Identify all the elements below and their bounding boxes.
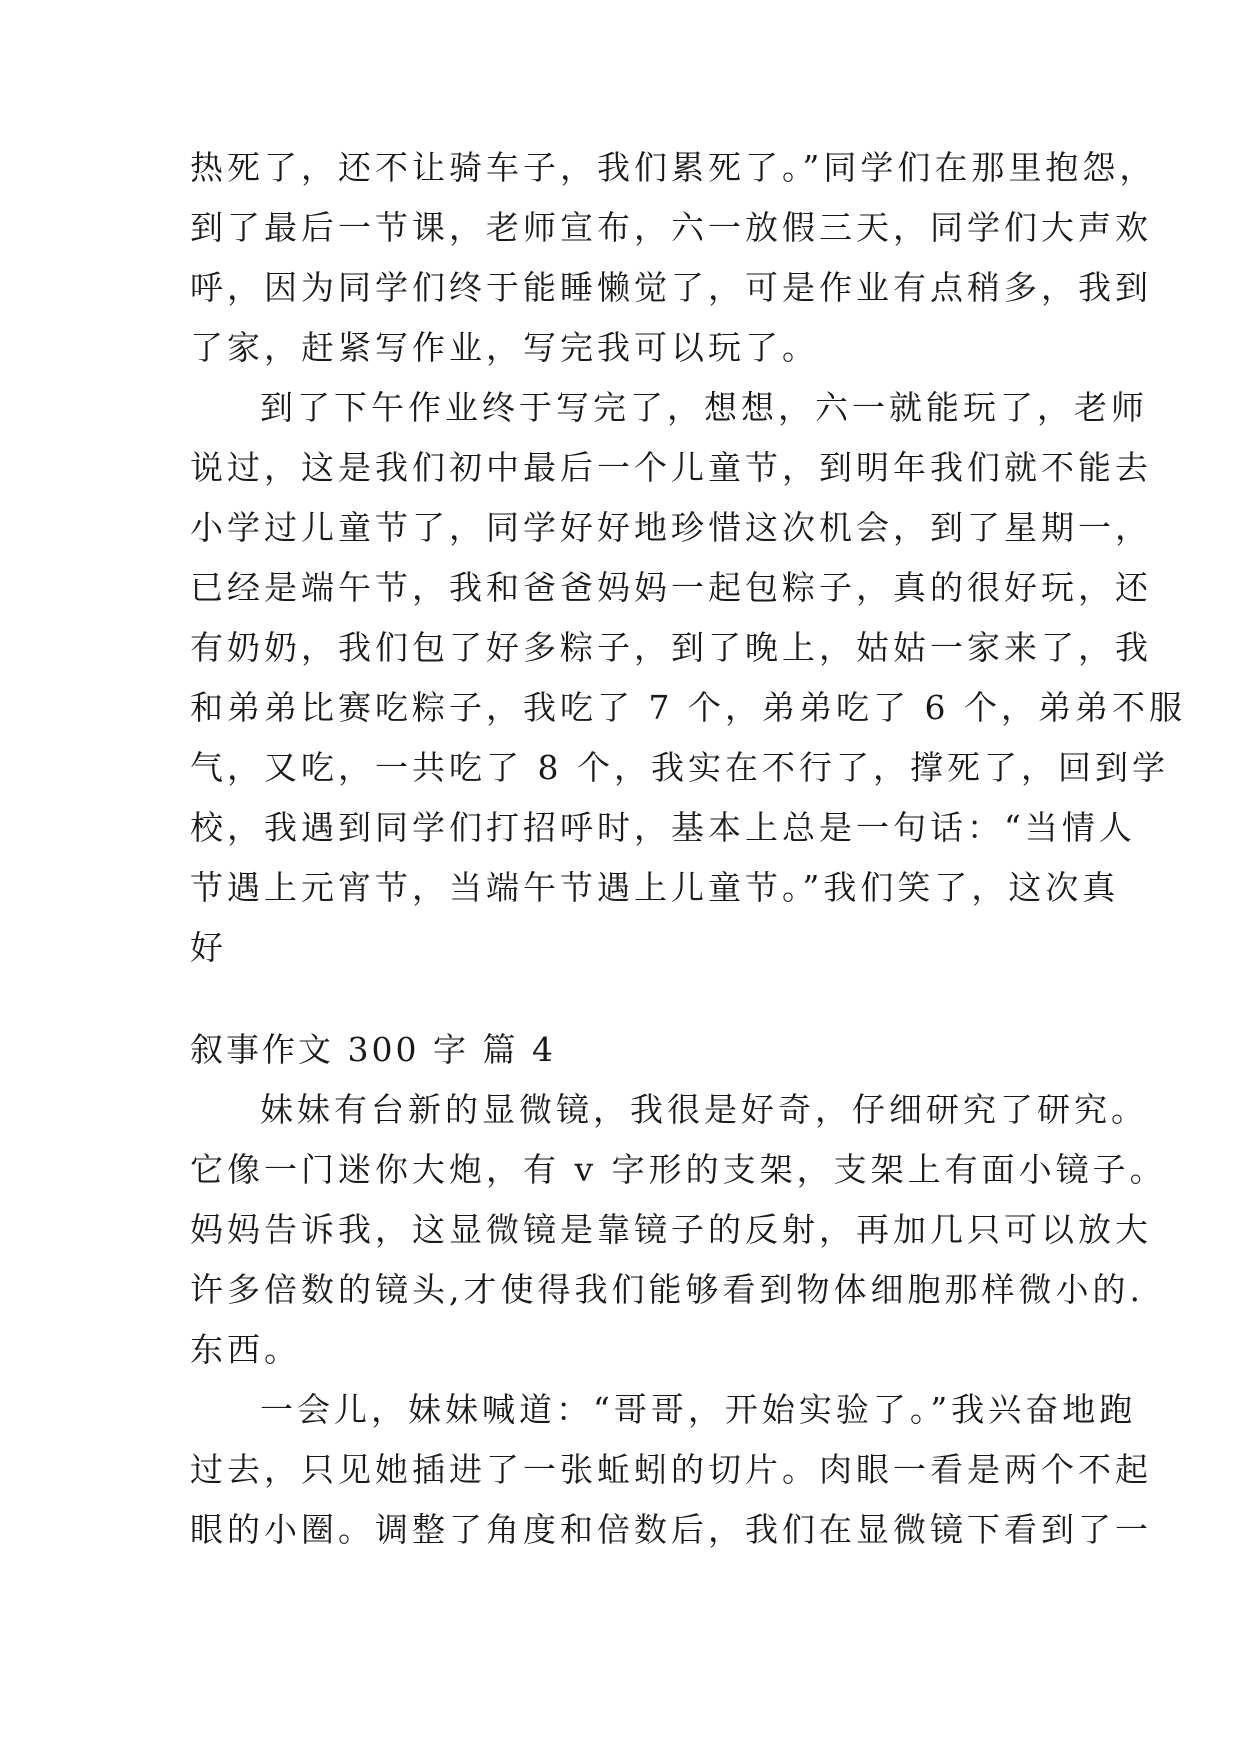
text-line: 节遇上元宵节，当端午节遇上儿童节。”我们笑了，这次真 [190, 868, 1120, 907]
text-line: 到了最后一节课，老师宣布，六一放假三天，同学们大声欢 [190, 208, 1152, 247]
text-line: 妹妹有台新的显微镜，我很是好奇，仔细研究了研究。 [260, 1090, 1148, 1129]
paragraph-1 [190, 138, 1157, 378]
text-line: 过去，只见她插进了一张蚯蚓的切片。肉眼一看是两个不起 [190, 1450, 1152, 1489]
text-line: 已经是端午节，我和爸爸妈妈一起包粽子，真的很好玩，还 [190, 568, 1152, 607]
text-line: 一会儿，妹妹喊道：“哥哥，开始实验了。”我兴奋地跑 [260, 1390, 1137, 1429]
text-line: 说过，这是我们初中最后一个儿童节，到明年我们就不能去 [190, 448, 1152, 487]
text-line: 东西。 [190, 1330, 301, 1369]
text-line: 呼，因为同学们终于能睡懒觉了，可是作业有点稍多，我到 [190, 268, 1152, 307]
text-line: 热死了，还不让骑车子，我们累死了。”同学们在那里抱怨， [190, 148, 1157, 187]
text-line: 了家，赶紧写作业，写完我可以玩了。 [190, 328, 819, 367]
text-line: 和弟弟比赛吃粽子，我吃了 7 个，弟弟吃了 6 个，弟弟不服 [190, 688, 1186, 727]
paragraph-4 [190, 1380, 1152, 1560]
text-line: 许多倍数的镜头,才使得我们能够看到物体细胞那样微小的. [190, 1270, 1144, 1309]
text-line: 小学过儿童节了，同学好好地珍惜这次机会，到了星期一， [190, 508, 1152, 547]
text-line: 眼的小圈。调整了角度和倍数后，我们在显微镜下看到了一 [190, 1510, 1152, 1549]
section-2-text [190, 1080, 1167, 1560]
section-heading: 叙事作文 300 字 篇 4 [190, 1030, 556, 1069]
text-line: 气，又吃，一共吃了 8 个，我实在不行了，撑死了，回到学 [190, 748, 1169, 787]
paragraph-3 [190, 1080, 1167, 1380]
paragraph-2 [190, 378, 1186, 978]
text-line: 妈妈告诉我，这显微镜是靠镜子的反射，再加几只可以放大 [190, 1210, 1152, 1249]
section-1-text [190, 138, 1186, 978]
text-line: 到了下午作业终于写完了，想想，六一就能玩了，老师 [260, 388, 1148, 427]
text-line: 有奶奶，我们包了好多粽子，到了晚上，姑姑一家来了，我 [190, 628, 1152, 667]
text-line: 校，我遇到同学们打招呼时，基本上总是一句话：“当情人 [190, 808, 1136, 847]
text-line: 好 [190, 928, 227, 967]
text-line: 它像一门迷你大炮，有 v 字形的支架，支架上有面小镜子。 [190, 1150, 1167, 1189]
